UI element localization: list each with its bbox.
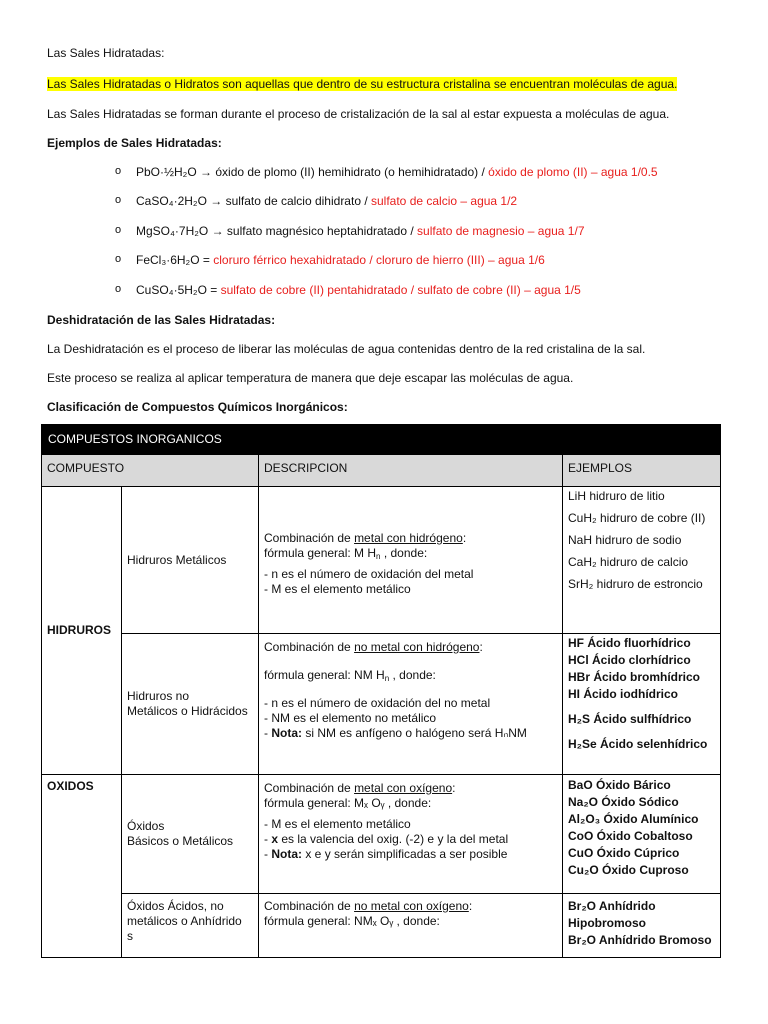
- table-row: [42, 487, 721, 634]
- type-oxidos-basicos: Óxidos Básicos o Metálicos: [122, 775, 259, 894]
- examples-oxidos-acidos: [563, 894, 721, 958]
- list-item: CuH₂ hidruro de cobre (II): [568, 511, 706, 525]
- list-item: CuSO₄·5H₂O = sulfato de cobre (II) pentahidratado / sulfato de cobre (II) – agua 1/5: [136, 283, 581, 297]
- list-item: CaH₂ hidruro de calcio: [568, 555, 689, 569]
- examples-hidruros-no-metalicos: [563, 634, 721, 775]
- paragraph-dehydration: La Deshidratación es el proceso de liberar las moléculas de agua contenidas dentro de la red cristalina de la sal.: [47, 342, 646, 356]
- column-header-ejemplos: EJEMPLOS: [563, 455, 721, 487]
- list-bullet: o: [115, 194, 122, 206]
- list-item: BaO Óxido Bárico: [568, 778, 671, 792]
- list-item: MgSO₄·7H₂O → sulfato magnésico heptahidratado / sulfato de magnesio – agua 1/7: [136, 224, 585, 238]
- examples-hidruros-metalicos: [563, 487, 721, 634]
- list-bullet: o: [115, 224, 122, 236]
- description-hidruros-metalicos: Combinación de metal con hidrógeno: fórmula general: M $H_n$ , donde: - n es el número de oxidación del metal - M es el elemento metálico: [259, 487, 563, 634]
- list-item: CuO Óxido Cúprico: [568, 846, 680, 860]
- list-item: FeCl₃·6H₂O = cloruro férrico hexahidratado / cloruro de hierro (III) – agua 1/6: [136, 253, 545, 267]
- list-item: HF Ácido fluorhídrico: [568, 636, 691, 650]
- list-bullet: o: [115, 253, 122, 265]
- compounds-table: [41, 424, 721, 958]
- type-hidruros-metalicos: Hidruros Metálicos: [122, 487, 259, 634]
- table-row: [42, 634, 721, 775]
- list-item: HBr Ácido bromhídrico: [568, 670, 701, 684]
- highlighted-definition: Las Sales Hidratadas o Hidratos son aquellas que dentro de su estructura cristalina se encuentran moléculas de agua.: [47, 77, 678, 91]
- list-item: LiH hidruro de litio: [568, 489, 665, 503]
- type-hidruros-no-metalicos: Hidruros no Metálicos o Hidrácidos: [122, 634, 259, 775]
- list-item: HCl Ácido clorhídrico: [568, 653, 691, 667]
- list-item: CaSO₄·2H₂O → sulfato de calcio dihidrato / sulfato de calcio – agua 1/2: [136, 194, 518, 208]
- table-row: [42, 894, 721, 958]
- list-item: SrH₂ hidruro de estroncio: [568, 577, 703, 591]
- list-bullet: o: [115, 283, 122, 295]
- list-item: Al₂O₃ Óxido Alumínico: [568, 812, 699, 826]
- description-oxidos-basicos: Combinación de metal con oxígeno: fórmula general: Mₓ Oᵧ , donde: - M es el elemento metálico - x es la valencia del oxig. (-2) e y la del metal - Nota: x e y serán simplificadas a ser posible: [259, 775, 563, 894]
- description-oxidos-acidos: Combinación de no metal con oxígeno: fórmula general: NMₓ Oᵧ , donde:: [259, 894, 563, 958]
- list-item: HI Ácido iodhídrico: [568, 687, 678, 701]
- table-title: COMPUESTOS INORGANICOS: [42, 425, 721, 455]
- classification-heading: Clasificación de Compuestos Químicos Inorgánicos:: [47, 400, 348, 414]
- list-item: Na₂O Óxido Sódico: [568, 795, 679, 809]
- list-item: H₂Se Ácido selenhídrico: [568, 737, 708, 751]
- list-item: NaH hidruro de sodio: [568, 533, 682, 547]
- category-hidruros: HIDRUROS: [42, 487, 122, 775]
- list-item: CoO Óxido Cobaltoso: [568, 829, 693, 843]
- description-hidruros-no-metalicos: Combinación de no metal con hidrógeno: fórmula general: NM $H_n$ , donde: - n es el número de oxidación del no metal - NM es el elemento no metálico - Nota: si NM es anfígeno o halógeno será HₙNM: [259, 634, 563, 775]
- list-item: H₂S Ácido sulfhídrico: [568, 712, 692, 726]
- list-item: Hipobromoso: [568, 916, 646, 930]
- column-header-compuesto: COMPUESTO: [42, 455, 259, 487]
- column-header-descripcion: DESCRIPCION: [259, 455, 563, 487]
- list-item: PbO·½H₂O → óxido de plomo (II) hemihidrato (o hemihidratado) / óxido de plomo (II) – agua 1/0.5: [136, 165, 658, 179]
- examples-heading: Ejemplos de Sales Hidratadas:: [47, 136, 222, 150]
- table-row: [42, 775, 721, 894]
- type-oxidos-acidos: Óxidos Ácidos, no metálicos o Anhídrido s: [122, 894, 259, 958]
- doc-title: Las Sales Hidratadas:: [47, 46, 165, 60]
- list-bullet: o: [115, 165, 122, 177]
- list-item: Cu₂O Óxido Cuproso: [568, 863, 689, 877]
- list-item: Br₂O Anhídrido: [568, 899, 656, 913]
- paragraph-temperature: Este proceso se realiza al aplicar temperatura de manera que deje escapar las moléculas de agua.: [47, 371, 574, 385]
- category-oxidos: OXIDOS: [42, 775, 122, 958]
- list-item: Br₂O Anhídrido Bromoso: [568, 933, 712, 947]
- paragraph-formation: Las Sales Hidratadas se forman durante el proceso de cristalización de la sal al estar expuesta a moléculas de agua.: [47, 107, 670, 121]
- examples-oxidos-basicos: [563, 775, 721, 894]
- dehydration-heading: Deshidratación de las Sales Hidratadas:: [47, 313, 276, 327]
